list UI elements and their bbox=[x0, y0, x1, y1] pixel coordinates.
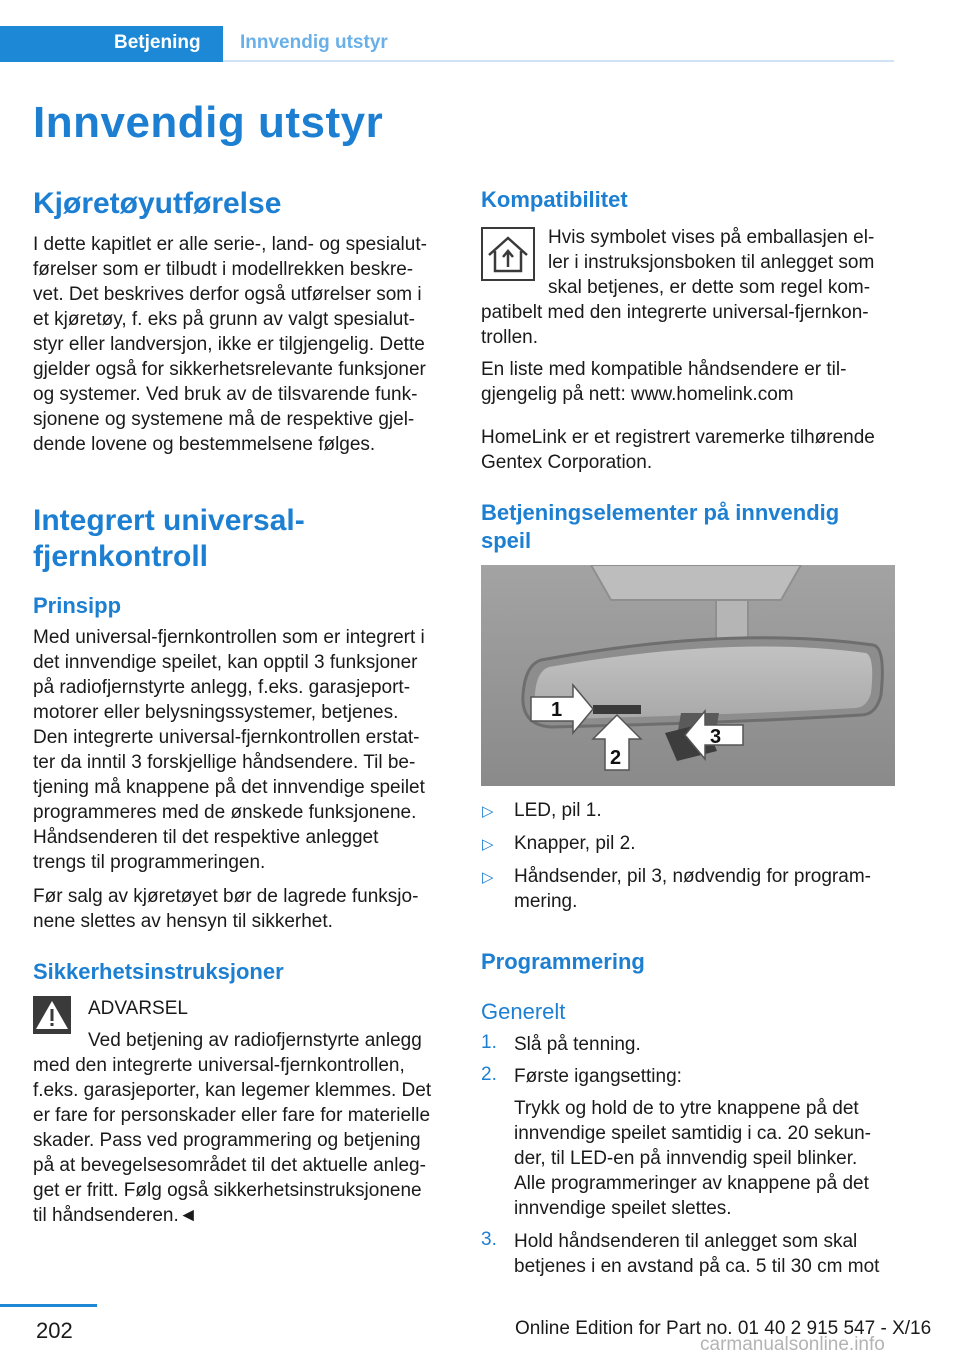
text-line: skal betjenes, er dette som regel kom- bbox=[548, 277, 871, 298]
mirror-buttons bbox=[593, 705, 641, 714]
text-line: HomeLink er et registrert varemerke tilhørende bbox=[481, 427, 875, 448]
step-number: 1. bbox=[481, 1032, 497, 1053]
heading-remote-line: fjernkontroll bbox=[33, 540, 209, 573]
text-line: det innvendige speilet, kan opptil 3 funksjoner bbox=[33, 652, 418, 673]
text-line: trengs til programmeringen. bbox=[33, 852, 266, 873]
figure-label-2: 2 bbox=[610, 747, 622, 769]
section-label: Betjening bbox=[114, 32, 201, 53]
text-line: mering. bbox=[514, 891, 578, 912]
heading-remote-line: Integrert universal- bbox=[33, 504, 305, 537]
trademark-paragraph bbox=[481, 425, 875, 475]
footer-rule bbox=[0, 1304, 97, 1307]
figure-label-1: 1 bbox=[551, 699, 563, 721]
mirror-figure bbox=[481, 565, 895, 786]
vehicle-paragraph bbox=[33, 232, 427, 457]
bullet-marker-icon: ▷ bbox=[482, 869, 494, 886]
step-number: 3. bbox=[481, 1229, 497, 1250]
text-line: programmeres med de ønskede funksjonene. bbox=[33, 802, 417, 823]
heading-safety: Sikkerhetsinstruksjoner bbox=[33, 959, 284, 984]
text-line: Med universal-fjernkontrollen som er integrert i bbox=[33, 627, 425, 648]
heading-principle: Prinsipp bbox=[33, 593, 122, 618]
text-line: Alle programmeringer av knappene på det bbox=[514, 1173, 869, 1194]
figure-label-3: 3 bbox=[710, 726, 722, 748]
step-number: 2. bbox=[481, 1064, 497, 1085]
sale-paragraph bbox=[33, 884, 418, 934]
text-line: er fare for personskader eller fare for materielle bbox=[33, 1105, 431, 1126]
text-line: trollen. bbox=[481, 327, 539, 348]
text-line: på at bevegelsesområdet til det aktuelle anleg- bbox=[33, 1155, 426, 1176]
homelink-icon bbox=[481, 227, 535, 281]
bullet-item bbox=[514, 864, 871, 914]
warning-paragraph bbox=[33, 1053, 431, 1228]
bullet-item: Knapper, pil 2. bbox=[514, 833, 636, 854]
heading-vehicle: Kjøretøyutførelse bbox=[33, 187, 282, 220]
warning-first-line: Ved betjening av radiofjernstyrte anlegg bbox=[88, 1030, 422, 1051]
text-line: En liste med kompatible håndsendere er til- bbox=[481, 359, 847, 380]
text-line: Håndsender, pil 3, nødvendig for program- bbox=[514, 866, 871, 887]
text-line: et kjøretøy, f. eks på grunn av valgt spesialut- bbox=[33, 309, 415, 330]
text-line: gjelder også for sikkerhetsrelevante funksjoner bbox=[33, 359, 426, 380]
page-number: 202 bbox=[36, 1318, 73, 1343]
text-line: på radiofjernstyrte anlegg, f.eks. garasjeport- bbox=[33, 677, 411, 698]
list-paragraph bbox=[481, 357, 846, 407]
text-line: Trykk og hold de to ytre knappene på det bbox=[514, 1098, 859, 1119]
text-line: styr eller landversjon, ikke er tilgjengelig. Dette bbox=[33, 334, 425, 355]
text-line: motorer eller belysningssystemer, betjenes. bbox=[33, 702, 399, 723]
step-text bbox=[514, 1229, 879, 1279]
heading-controls bbox=[481, 499, 839, 555]
text-line: gjengelig på nett: www.homelink.com bbox=[481, 384, 794, 405]
compat-icon-paragraph bbox=[548, 225, 874, 300]
text-line: I dette kapitlet er alle serie-, land- og spesialut- bbox=[33, 234, 427, 255]
page-title: Innvendig utstyr bbox=[33, 98, 384, 147]
text-line: get er fritt. Følg også sikkerhetsinstruksjonene bbox=[33, 1180, 422, 1201]
text-line: Før salg av kjøretøyet bør de lagrede funksjo- bbox=[33, 886, 419, 907]
text-line: ler i instruksjonsboken til anlegget som bbox=[548, 252, 875, 273]
text-line: Hvis symbolet vises på emballasjen el- bbox=[548, 227, 875, 248]
text-line: dende lovene og bestemmelsene følges. bbox=[33, 434, 376, 455]
heading-controls-line: Betjeningselementer på innvendig bbox=[481, 500, 840, 525]
compat-paragraph bbox=[481, 300, 869, 350]
watermark: carmanualsonline.info bbox=[700, 1334, 885, 1355]
heading-controls-line: speil bbox=[481, 528, 532, 553]
step-text: Slå på tenning. bbox=[514, 1034, 641, 1055]
bullet-marker-icon: ▷ bbox=[482, 836, 494, 853]
heading-general: Generelt bbox=[481, 999, 566, 1024]
text-line: til håndsenderen.◄ bbox=[33, 1205, 198, 1226]
step-text: Første igangsetting: bbox=[514, 1066, 682, 1087]
text-line: ter da inntil 3 forskjellige håndsendere. Til be- bbox=[33, 752, 416, 773]
text-line: Håndsenderen til det respektive anlegget bbox=[33, 827, 379, 848]
text-line: der, til LED-en på innvendig speil blinker. bbox=[514, 1148, 858, 1169]
text-line: vet. Det beskrives derfor også utførelser som i bbox=[33, 284, 422, 305]
text-line: innvendige speilet samtidig i ca. 20 sekun- bbox=[514, 1123, 871, 1144]
text-line: nene slettes av hensyn til sikkerhet. bbox=[33, 911, 333, 932]
text-line: med den integrerte universal-fjernkontrollen, bbox=[33, 1055, 405, 1076]
step-detail bbox=[514, 1096, 871, 1221]
section-tab[interactable] bbox=[0, 26, 223, 62]
text-line: førelser som er tilbudt i modellrekken beskre- bbox=[33, 259, 414, 280]
page-header bbox=[0, 0, 894, 62]
text-line: og systemer. Ved bruk av de tilsvarende funk- bbox=[33, 384, 418, 405]
text-line: betjenes i en avstand på ca. 5 til 30 cm mot bbox=[514, 1256, 880, 1277]
edition-text: Online Edition for Part no. 01 40 2 915 547 - X/16 bbox=[515, 1318, 932, 1339]
text-line: sjonene og systemene må de respektive gjel- bbox=[33, 409, 415, 430]
text-line: innvendige speilet slettes. bbox=[514, 1198, 732, 1219]
text-line: patibelt med den integrerte universal-fjernkon- bbox=[481, 302, 869, 323]
header-rule bbox=[223, 60, 894, 62]
bullet-marker-icon: ▷ bbox=[482, 803, 494, 820]
bullet-item: LED, pil 1. bbox=[514, 800, 602, 821]
text-line: skader. Pass ved programmering og betjening bbox=[33, 1130, 421, 1151]
principle-paragraph bbox=[33, 625, 425, 875]
text-line: tjening må knappene på det innvendige speilet bbox=[33, 777, 425, 798]
text-line: Hold håndsenderen til anlegget som skal bbox=[514, 1231, 858, 1252]
warning-label: ADVARSEL bbox=[88, 998, 188, 1019]
text-line: Gentex Corporation. bbox=[481, 452, 653, 473]
text-line: Den integrerte universal-fjernkontrollen erstat- bbox=[33, 727, 420, 748]
heading-programming: Programmering bbox=[481, 949, 645, 974]
heading-remote bbox=[33, 503, 305, 575]
subsection-label[interactable]: Innvendig utstyr bbox=[240, 32, 388, 53]
text-line: f.eks. garasjeporter, kan legemer klemmes. Det bbox=[33, 1080, 432, 1101]
heading-compat: Kompatibilitet bbox=[481, 187, 628, 212]
warning-icon bbox=[33, 996, 71, 1034]
